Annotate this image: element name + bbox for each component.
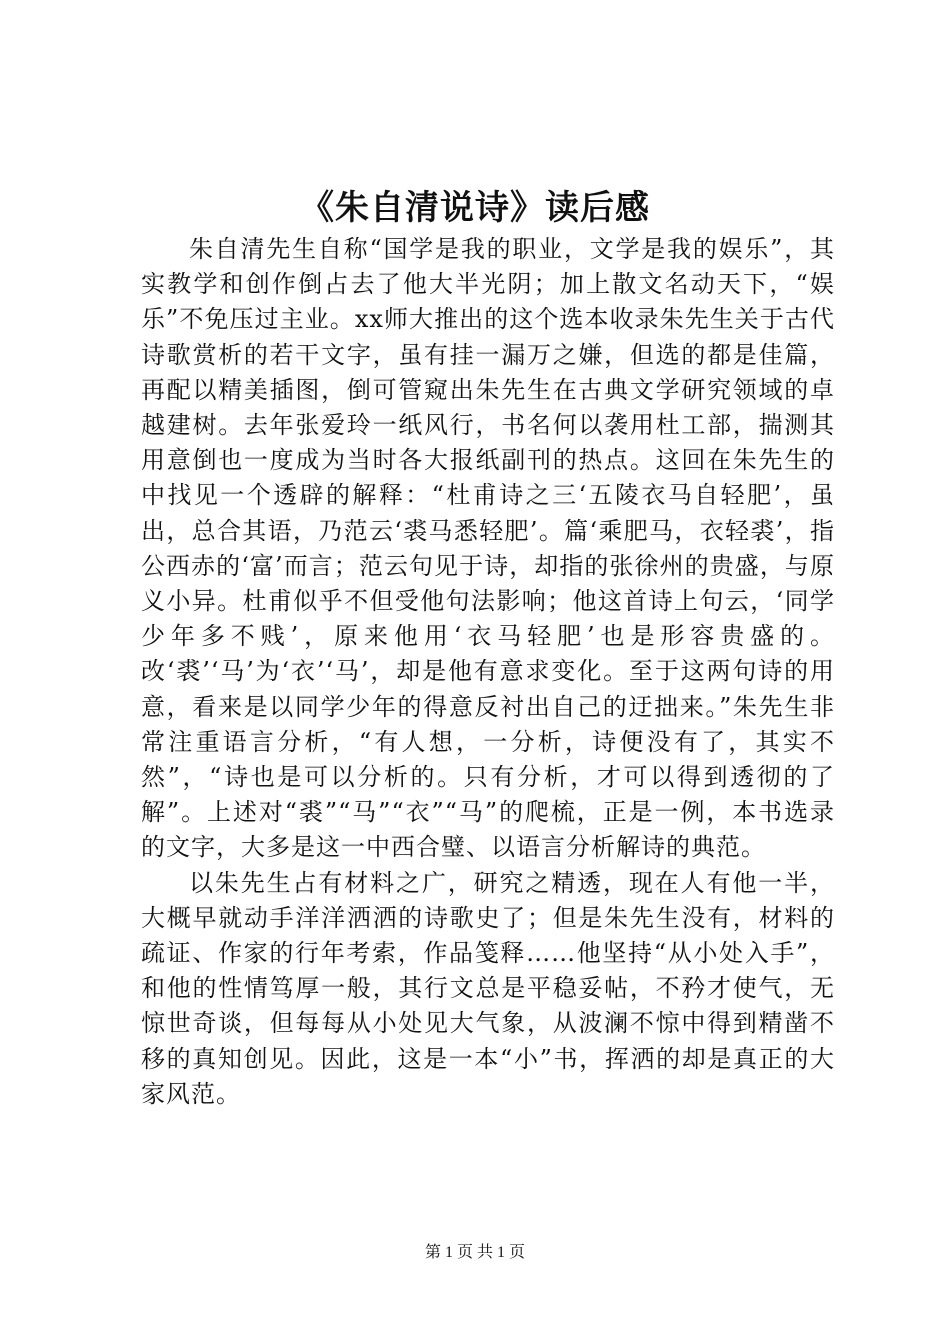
page-footer: 第 1 页 共 1 页 [424,1244,525,1261]
paragraph-1: 朱自清先生自称“国学是我的职业，文学是我的娱乐”，其实教学和创作倒占去了他大半光阴；加上散文名动天下，“娱乐”不免压过主业。xx师大推出的这个选本收录朱先生关于古代诗歌赏析的若干文字，虽有挂一漏万之嫌，但选的都是佳篇，再配以精美插图，倒可管窥出朱先生在古典文学研究领域的卓越建树。去年张爱玲一纸风行，书名何以袭用杜工部，揣测其用意倒也一度成为当时各大报纸副刊的热点。这回在朱先生的中找见一个透辟的解释：“杜甫诗之三‘五陵衣马自轻肥’，虽出，总合其语，乃范云‘裘马悉轻肥’。篇‘乘肥马，衣轻裘’，指公西赤的‘富’而言；范云句见于诗，却指的张徐州的贵盛，与原义小异。杜甫似乎不但受他句法影响；他这首诗上句云，‘同学少年多不贱’，原来他用‘衣马轻肥’也是形容贵盛的。改‘裘’‘马’为‘衣’‘马’，却是他有意求变化。至于这两句诗的用意，看来是以同学少年的得意反衬出自己的迂拙来。”朱先生非常注重语言分析，“有人想，一分析，诗便没有了，其实不然”，“诗也是可以分析的。只有分析，才可以得到透彻的了解”。上述对“裘”“马”“衣”“马”的爬梳，正是一例，本书选录的文字，大多是这一中西合璧、以语言分析解诗的典范。 [141,235,835,862]
document-body [141,232,835,1112]
paragraph-2: 以朱先生占有材料之广，研究之精透，现在人有他一半，大概早就动手洋洋洒洒的诗歌史了；但是朱先生没有，材料的疏证、作家的行年考索，作品笺释……他坚持“从小处入手”，和他的性情笃厚一般，其行文总是平稳妥帖，不矜才使气，无惊世奇谈，但每每从小处见大气象，从波澜不惊中得到精凿不移的真知创见。因此，这是一本“小”书，挥洒的却是真正的大家风范。 [141,868,835,1108]
document-title: 《朱自清说诗》读后感 [300,188,650,228]
